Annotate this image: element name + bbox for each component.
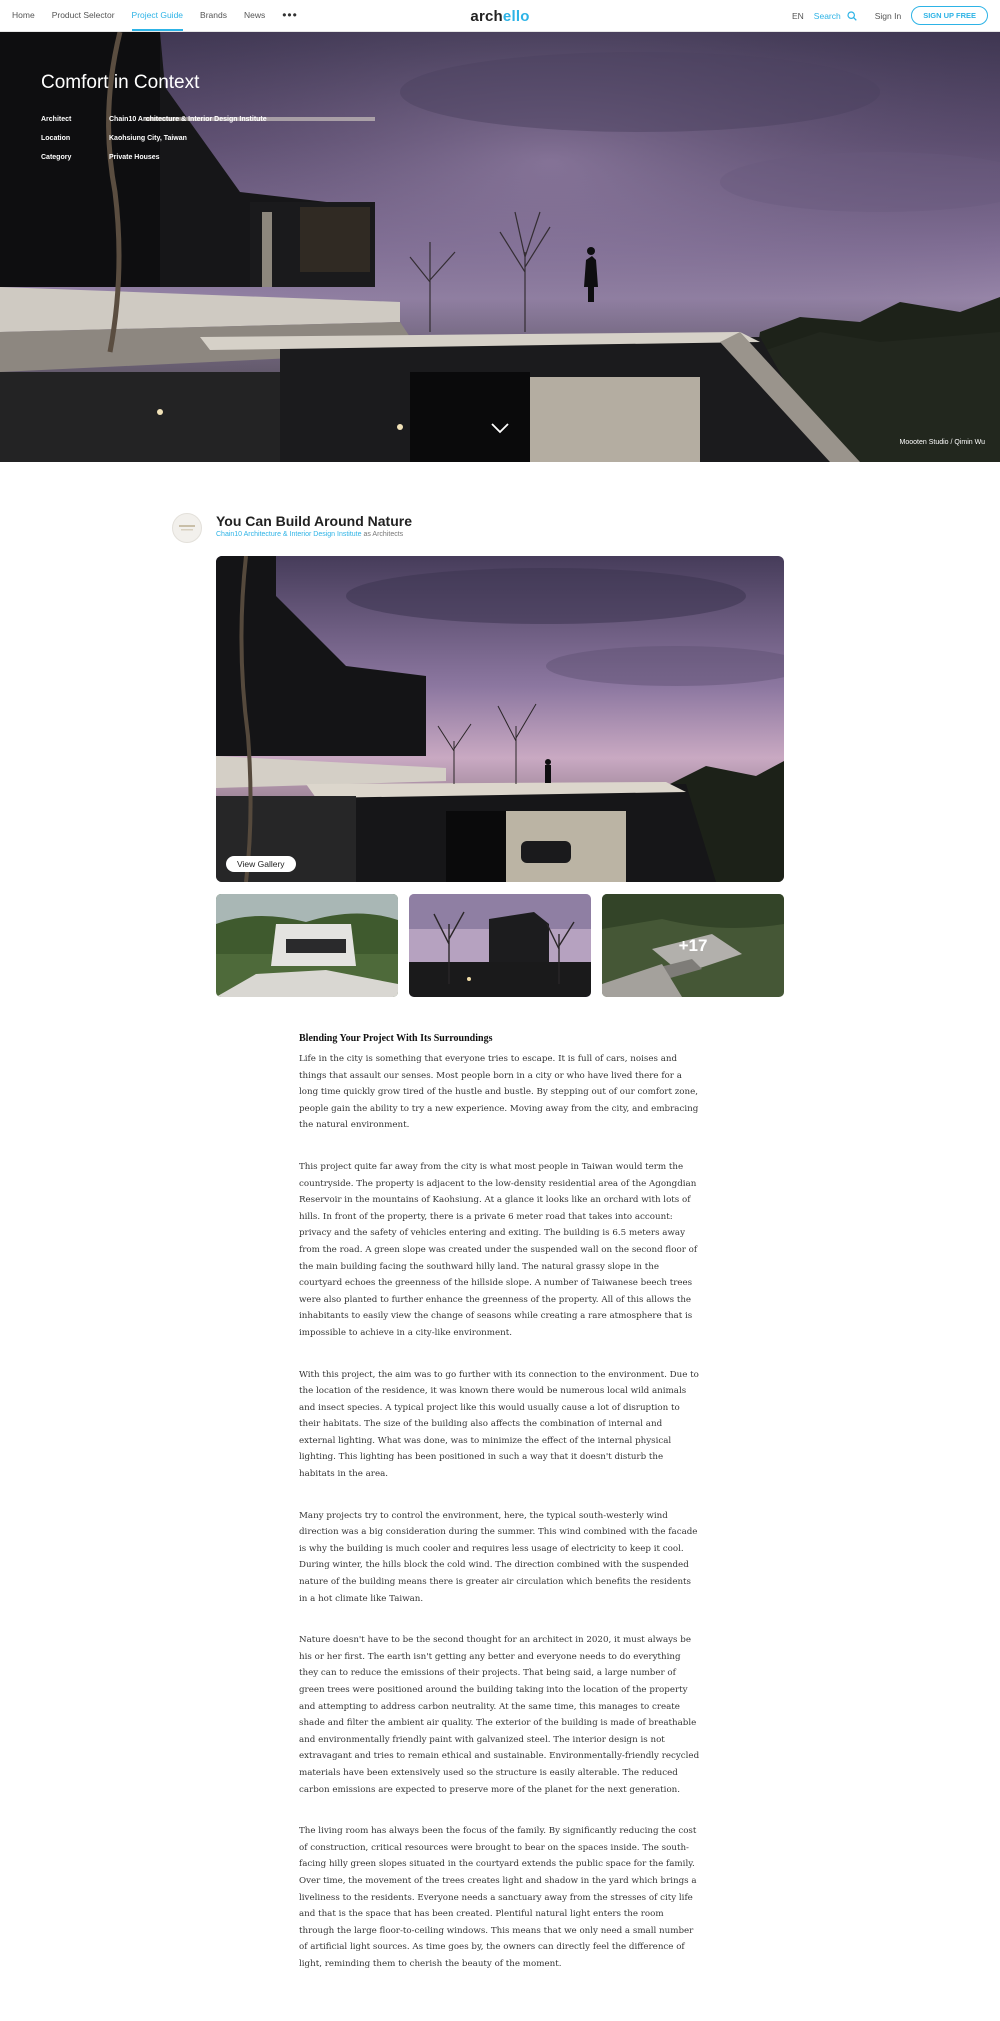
photo-credit[interactable]: Moooten Studio / Qimin Wu: [899, 439, 985, 446]
project-title: Comfort in Context: [41, 72, 200, 93]
meta-location: [41, 129, 267, 148]
scroll-down-chevron-icon[interactable]: [490, 422, 510, 434]
meta-value[interactable]: Chain10 Architecture & Interior Design Institute: [109, 116, 267, 123]
nav-product-selector[interactable]: Product Selector: [51, 10, 115, 20]
main-photo: [216, 556, 784, 882]
logo-text: arch: [470, 8, 503, 25]
nav-brands[interactable]: Brands: [200, 10, 227, 20]
meta-architect: [41, 110, 267, 129]
thumbnail-photo: [216, 894, 398, 997]
article-paragraph: Nature doesn't have to be the second thought for an architect in 2020, it must always be his or her first. The earth isn't getting any better and everyone needs to do everything they can to reduce the emissions of their projects. That being said, a large number of green trees were positioned around the building taking into the location of the property and attempting to address carbon neutrality. At the same time, this manages to create shade and filter the ambient air quality. The exterior of the building is made of breathable and environmentally friendly paint with galvanized steel. The interior design is not extravagant and tries to remain ethical and sustainable. Environmentally-friendly recycled materials have been extensively used so the structure is easily alterable. The reduced carbon emissions are expected to preserve more of the planet for the next generation.: [299, 1635, 700, 1795]
nav-home[interactable]: Home: [12, 10, 35, 20]
sign-in-link[interactable]: Sign In: [874, 10, 902, 21]
sign-up-button[interactable]: SIGN UP FREE: [911, 6, 988, 25]
meta-category: [41, 148, 267, 167]
nav-project-guide[interactable]: Project Guide: [132, 0, 184, 31]
article-paragraph: Life in the city is something that everyone tries to escape. It is full of cars, noises and things that assault our senses. Most people born in a city or who have lived there for a long time quickly grow tired of the hustle and bustle. By stepping out of our comfort zone, people gain the ability to try a new experience. Moving away from the city, and embracing the natural environment.: [299, 1054, 699, 1131]
language-selector[interactable]: EN: [791, 10, 804, 21]
meta-key: Location: [41, 135, 71, 142]
role-text: as Architects: [361, 531, 404, 538]
search-icon: [847, 11, 857, 21]
nav-actions: [792, 0, 988, 31]
firm-logo-icon: [178, 522, 196, 534]
meta-key: Category: [41, 154, 72, 161]
gallery-thumbnail[interactable]: [602, 894, 784, 997]
search-label: Search: [813, 10, 841, 21]
meta-value[interactable]: Private Houses: [109, 154, 160, 161]
project-credit-line: [216, 531, 403, 538]
project-meta: [41, 110, 267, 167]
meta-value[interactable]: Kaohsiung City, Taiwan: [109, 135, 187, 142]
nav-news[interactable]: News: [243, 10, 266, 20]
article-paragraph: With this project, the aim was to go further with its connection to the environment. Due to the location of the residence, it was known there would be numerous local wild animals and insect species. A typical project like this would usually cause a lot of disruption to their habitats. The size of the building also affects the combination of internal and external lighting. What was done, was to minimize the effect of the internal physical lighting. This lighting has been positioned in such a way that it doesn't disturb the habitats in the area.: [299, 1369, 699, 1480]
thumbnail-photo: [409, 894, 591, 997]
article-paragraph: Many projects try to control the environment, here, the typical south-westerly wind direction was a big consideration during the summer. This wind combined with the facade is why the building is much cooler and requires less usage of electricity to keep it cool. During winter, the hills block the cold wind. The direction combined with the suspended nature of the building means there is greater air circulation which benefits the residents in a hot climate like Taiwan.: [299, 1510, 698, 1604]
project-article: [299, 1033, 701, 1998]
gallery-thumbnail[interactable]: [409, 894, 591, 997]
search-button[interactable]: [814, 11, 857, 21]
hero-photo: [0, 32, 1000, 462]
project-heading: You Can Build Around Nature: [216, 513, 412, 529]
article-paragraph: This project quite far away from the city is what most people in Taiwan would term the countryside. The property is adjacent to the low-density residential area of the Agongdian Reservoir in the mountains of Kaohsiung. At a glance it looks like an orchard with lots of hills. In front of the property, there is a private 6 meter road that takes into account: privacy and the safety of vehicles entering and exiting. The building is 6.5 meters away from the road. A green slope was created under the suspended wall on the second floor of the main building facing the southward hilly land. The natural grassy slope in the courtyard echoes the greenness of the hillside slope. A number of Taiwanese beech trees were also planted to further enhance the greenness of the property. All of this allows the inhabitants to easily view the change of seasons while creating a rare atmosphere that is impossible to achieve in a city-like environment.: [299, 1161, 698, 1338]
view-gallery-button[interactable]: View Gallery: [226, 856, 296, 872]
meta-key: Architect: [41, 116, 72, 123]
gallery-thumbnail[interactable]: [216, 894, 398, 997]
architect-link[interactable]: Chain10 Architecture & Interior Design Institute: [216, 531, 362, 538]
logo-accent-text: ello: [502, 8, 530, 25]
hero-image: [0, 32, 1000, 462]
more-photos-overlay[interactable]: +17: [602, 894, 784, 997]
more-menu-icon[interactable]: •••: [282, 8, 298, 22]
firm-avatar[interactable]: [172, 513, 202, 543]
article-heading: Blending Your Project With Its Surroundings: [299, 1033, 493, 1044]
main-gallery-image[interactable]: [216, 556, 784, 882]
article-paragraph: The living room has always been the focus of the family. By significantly reducing the cost of construction, critical resources were brought to bear on the spaces inside. The south-facing hilly green slopes situated in the courtyard extends the public space for the family. Over time, the movement of the trees creates light and shadow in the yard which brings a liveliness to the residents. Everyone needs a sanctuary away from the stresses of city life and that is the space that has been created. Plentiful natural light enters the room through the large floor-to-ceiling windows. This means that we only need a small number of artificial light sources. As time goes by, the owners can directly feel the difference of light, reminding them to cherish the beauty of the moment.: [299, 1826, 697, 1969]
top-nav: [0, 0, 1000, 32]
